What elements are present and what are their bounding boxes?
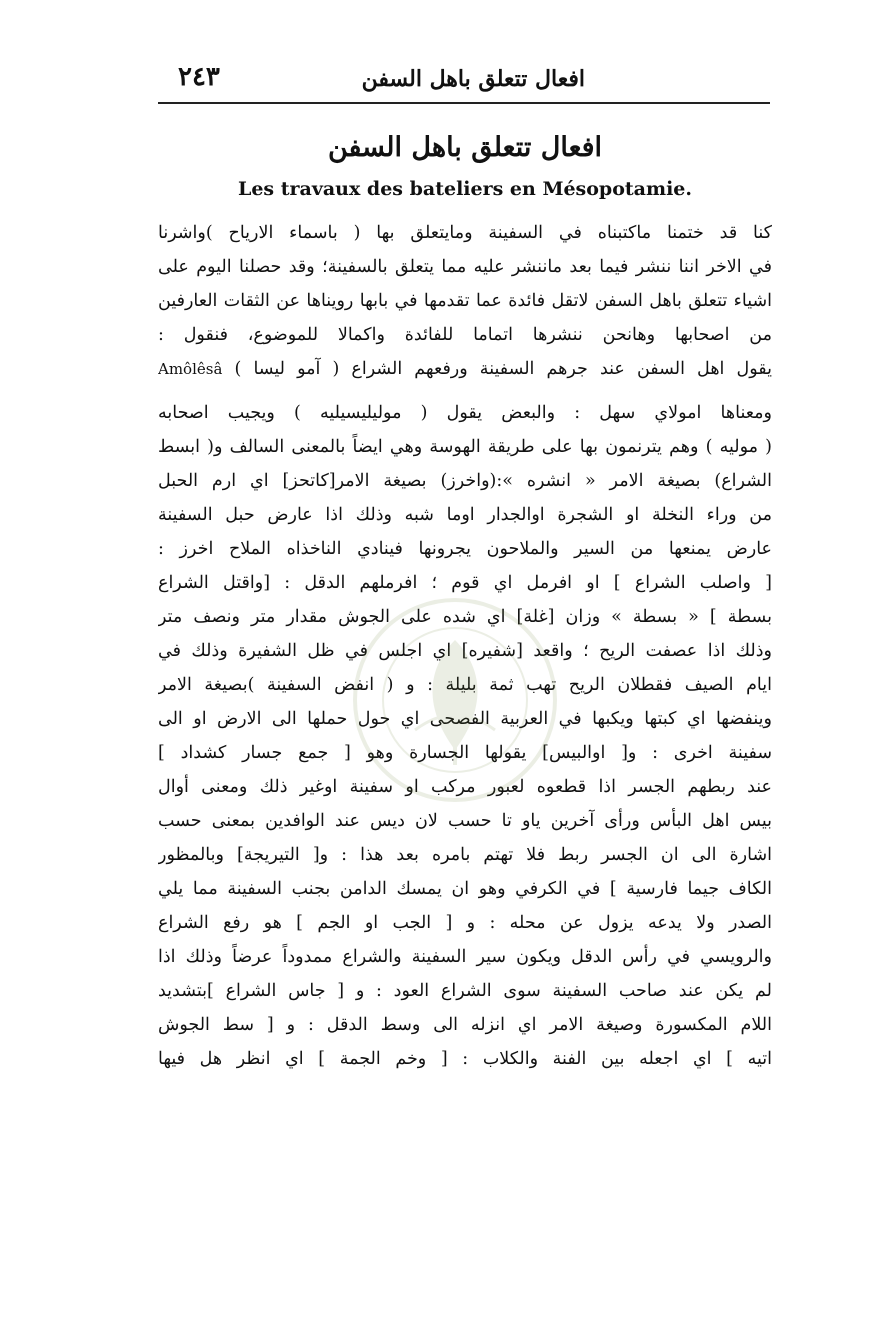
article-body	[158, 216, 772, 1076]
header-rule	[158, 102, 770, 104]
body-line: الصدر ولا يدعه يزول عن محله : و [ الجب او الجم ] هو رفع الشراع	[158, 913, 772, 933]
body-line: في الاخر اننا ننشر فيما بعد ماننشر عليه مما يتعلق بالسفينة؛ وقد حصلنا اليوم على	[158, 257, 772, 277]
page-number: ٢٤٣	[178, 62, 220, 92]
body-line: بسطة ] « بسطة » وزان [غلة] اي شده على الجوش مقدار متر ونصف متر	[158, 607, 772, 627]
body-line: كنا قد ختمنا ماكتبناه في السفينة ومايتعلق بها ( باسماء الارياح )واشرنا	[158, 223, 772, 243]
body-line: بيس اهل البأس ورأى آخرين ياو تا حسب لان ديس عند الوافدين بمعنى حسب	[158, 811, 772, 831]
body-line: عند ربطهم الجسر اذا قطعوه لعبور مركب او سفينة اوغير ذلك ومعنى أوال	[158, 777, 772, 797]
body-line: عارض يمنعها من السير والملاحون يجرونها فينادي الناخذاه الملاح اخرز :	[158, 539, 772, 559]
article-title-french: Les travaux des bateliers en Mésopotamie.	[237, 178, 693, 200]
body-line: وذلك اذا عصفت الريح ؛ واقعد [شفيره] اي اجلس في ظل الشفيرة وذلك في	[158, 641, 772, 661]
body-line: اتيه ] اي اجعله بين الفنة والكلاب : [ وخم الجمة ] اي انظر هل فيها	[158, 1049, 772, 1069]
body-line: وينفضها اي كبتها ويكبها في العربية الفصحى اي حول حملها الى الارض او الى	[158, 709, 772, 729]
running-header	[160, 62, 770, 102]
body-line: من وراء النخلة او الشجرة اوالجدار اوما شبه وذلك اذا عارض حبل السفينة	[158, 505, 772, 525]
body-line: والرويسي في رأس الدقل ويكون سير السفينة والشراع ممدوداً عرضاً وذلك اذا	[158, 947, 772, 967]
body-line: لم يكن عند صاحب السفينة سوى الشراع العود : و [ جاس الشراع ]بتشديد	[158, 981, 772, 1001]
body-line: ومعناها امولاي سهل : والبعض يقول ( موليليسيليه ) ويجيب اصحابه	[158, 403, 772, 423]
body-line: من اصحابها وهانحن ننشرها اتماما للفائدة واكمالا للموضوع، فنقول :	[158, 325, 772, 345]
body-line: ( موليه ) وهم يترنمون بها على طريقة الهوسة وهي ايضاً بالمعنى السالف و( ابسط	[158, 437, 772, 457]
body-line: اللام المكسورة وصيغة الامر اي انزله الى وسط الدقل : و [ سط الجوش	[158, 1015, 772, 1035]
body-line-with-gloss	[158, 352, 772, 386]
latin-gloss: Amôlêsâ	[158, 360, 223, 378]
body-line: اشارة الى ان الجسر ربط فلا تهتم بامره بعد هذا : و[ التيريجة] وبالمظور	[158, 845, 772, 865]
body-line: سفينة اخرى : و[ اوالبيس] يقولها الجسارة وهو [ جمع جسار كشداد ]	[158, 743, 772, 763]
body-line: ايام الصيف فقطلان الريح تهب ثمة بليلة : و ( انفض السفينة )بصيغة الامر	[158, 675, 772, 695]
article-title-arabic: افعال تتعلق باهل السفن	[327, 132, 603, 163]
body-line: [ واصلب الشراع ] او افرمل اي قوم ؛ افرملهم الدقل : [واقتل الشراع	[158, 573, 772, 593]
body-line: الشراع) بصيغة الامر « انشره »:(واخرز) بصيغة الامر[كاتحز] اي ارم الحبل	[158, 471, 772, 491]
body-line-text: يقول اهل السفن عند جرهم السفينة ورفعهم الشراع ( آمو ليسا )	[234, 359, 772, 379]
body-line: اشياء تتعلق باهل السفن لاتقل فائدة عما تقدمها في بابها رويناها عن الثقات العارفين	[158, 291, 772, 311]
body-line: الكاف جيما فارسية ] في الكرفي وهو ان يمسك الدامن بجنب السفينة مما يلي	[158, 879, 772, 899]
running-title: افعال تتعلق باهل السفن	[361, 66, 585, 92]
